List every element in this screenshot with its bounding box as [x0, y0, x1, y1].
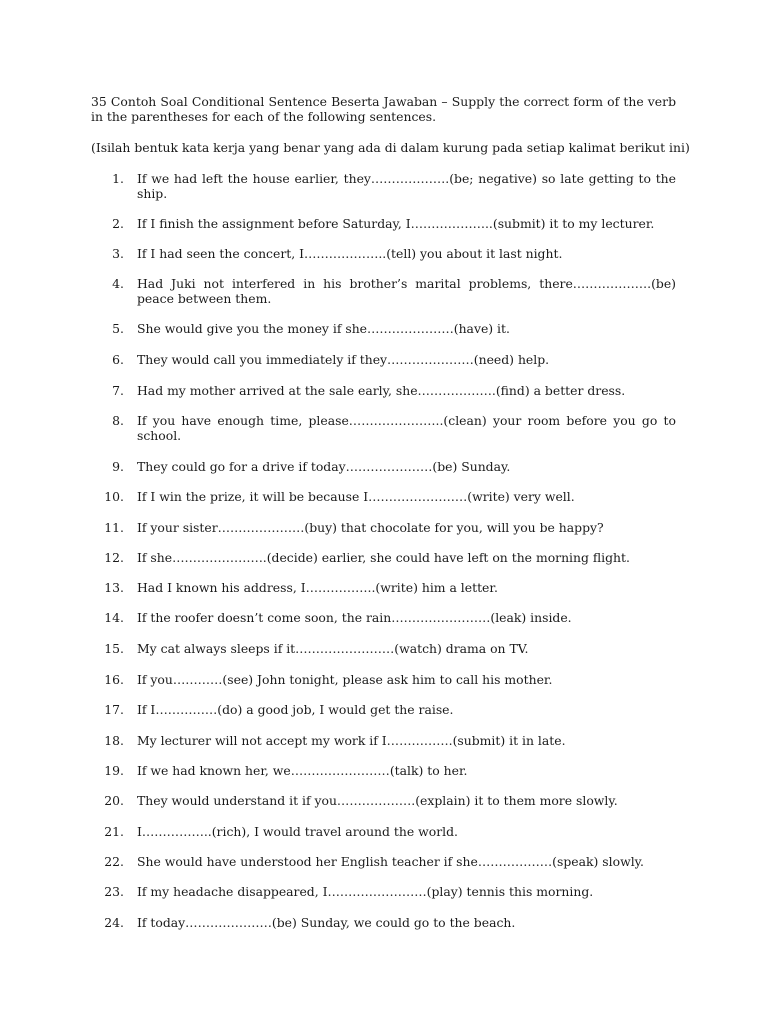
question-text-line: If you have enough time, please…………………..(clean) your room before you go to: [137, 413, 676, 428]
question-text: Had my mother arrived at the sale early, she……………….(find) a better dress.: [137, 383, 626, 398]
question-number: 17.: [104, 702, 124, 717]
question-text-line: If we had left the house earlier, they……………….(be; negative) so late getting to the: [137, 171, 676, 186]
question-text: If you…………(see) John tonight, please ask him to call his mother.: [137, 672, 553, 687]
question-number: 1.: [112, 171, 124, 186]
intro-paragraph: 35 Contoh Soal Conditional Sentence Beserta Jawaban – Supply the correct form of the verb in the parentheses for each of the following sentences.: [91, 94, 676, 124]
question-text-line: Had Juki not interfered in his brother’s marital problems, there……………….(be): [137, 276, 676, 291]
question-text-line: school.: [137, 428, 182, 443]
question-text: If I had seen the concert, I………………..(tell) you about it last night.: [137, 246, 563, 261]
intro-translation: (Isilah bentuk kata kerja yang benar yang ada di dalam kurung pada setiap kalimat berikut ini): [91, 140, 690, 155]
question-text: If the roofer doesn’t come soon, the rain……………………(leak) inside.: [137, 610, 572, 625]
question-text: If we had known her, we……………………(talk) to her.: [137, 763, 468, 778]
question-number: 20.: [104, 793, 124, 808]
question-text: If she…………………..(decide) earlier, she could have left on the morning flight.: [137, 550, 630, 565]
question-number: 11.: [104, 520, 124, 535]
question-text: My lecturer will not accept my work if I…………….(submit) it in late.: [137, 733, 566, 748]
question-number: 13.: [104, 580, 124, 595]
question-text: [137, 171, 676, 201]
question-number: 24.: [104, 915, 124, 930]
question-number: 14.: [104, 610, 124, 625]
question-number: 21.: [104, 824, 124, 839]
question-number: 8.: [112, 413, 124, 428]
question-text: She would give you the money if she…………………(have) it.: [137, 321, 510, 336]
question-text: Had I known his address, I……………..(write) him a letter.: [137, 580, 498, 595]
question-number: 7.: [112, 383, 124, 398]
question-text: [137, 276, 676, 306]
question-number: 5.: [112, 321, 124, 336]
question-number: 22.: [104, 854, 124, 869]
question-number: 10.: [104, 489, 124, 504]
question-text: I……………..(rich), I would travel around the world.: [137, 824, 458, 839]
question-number: 2.: [112, 216, 124, 231]
question-text: They would understand it if you……………….(explain) it to them more slowly.: [137, 793, 618, 808]
question-text: She would have understood her English teacher if she………………(speak) slowly.: [137, 854, 644, 869]
question-number: 18.: [104, 733, 124, 748]
question-number: 16.: [104, 672, 124, 687]
question-text: They could go for a drive if today…………………(be) Sunday.: [137, 459, 511, 474]
question-number: 15.: [104, 641, 124, 656]
question-number: 12.: [104, 550, 124, 565]
question-number: 9.: [112, 459, 124, 474]
question-text: If I finish the assignment before Saturday, I………………..(submit) it to my lecturer.: [137, 216, 655, 231]
question-number: 6.: [112, 352, 124, 367]
question-text: If I……………(do) a good job, I would get the raise.: [137, 702, 454, 717]
question-number: 19.: [104, 763, 124, 778]
question-number: 23.: [104, 884, 124, 899]
question-number: 4.: [112, 276, 124, 291]
question-text: [137, 413, 676, 443]
question-text: They would call you immediately if they…………………(need) help.: [137, 352, 550, 367]
question-text: If your sister…………………(buy) that chocolate for you, will you be happy?: [137, 520, 604, 535]
question-text-line: peace between them.: [137, 291, 272, 306]
question-text: If I win the prize, it will be because I……………………(write) very well.: [137, 489, 575, 504]
question-text: If today…………………(be) Sunday, we could go to the beach.: [137, 915, 516, 930]
question-text: My cat always sleeps if it……………………(watch) drama on TV.: [137, 641, 529, 656]
question-number: 3.: [112, 246, 124, 261]
question-text: If my headache disappeared, I……………………(play) tennis this morning.: [137, 884, 594, 899]
question-text-line: ship.: [137, 186, 168, 201]
